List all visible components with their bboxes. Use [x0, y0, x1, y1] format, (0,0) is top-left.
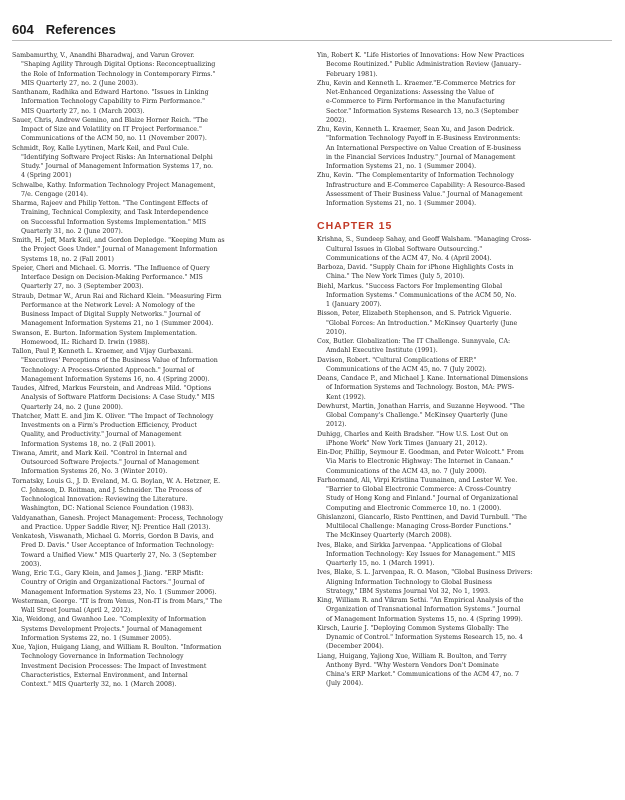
reference-entry: Dewhurst, Martin, Jonathan Harris, and Suzanne Heywood. "The Global Company's Challenge." McKinsey Quarterly (June 2012).	[317, 402, 525, 429]
reference-entry: Sauer, Chris, Andrew Gemino, and Blaize Horner Reich. "The Impact of Size and Volatility on IT Project Performance." Communications of the ACM 50, no. 11 (November 2007).	[12, 116, 208, 143]
reference-entry: Wang, Eric T.G., Gary Klein, and James J. Jiang. "ERP Misfit: Country of Origin and Organizational Factors." Journal of Management Information Systems 23, No. 1 (Summer 2006).	[12, 570, 217, 596]
reference-entry: King, William R. and Vikram Sethi. "An Empirical Analysis of the Organization of Transnational Information Systems." Journal of Management Information Systems 15, no. 4 (Spring 1999).	[317, 597, 524, 623]
reference-entry: Zhu, Kevin. "The Complementarity of Information Technology Infrastructure and E-Commerce Capability: A Resource-Based Assessment of Their Business Value." Journal of Management Information Systems 21, no. 1 (Summer 2004).	[317, 172, 526, 207]
reference-entry: Barboza, David. "Supply Chain for iPhone Highlights Costs in China." The New York Times (July 5, 2010).	[317, 264, 514, 281]
reference-entry: Straub, Detmar W., Arun Rai and Richard Klein. "Measuring Firm Performance at the Network Level: A Nomology of the Business Impact of Digital Supply Networks." Journal of Management Information Systems 21, no 1 (Summer 2004).	[12, 292, 222, 328]
reference-entry: Swanson, E. Burton. Information System Implementation. Homewood, IL: Richard D. Irwin (1988).	[12, 329, 198, 346]
reference-entry: Biehl, Markus. "Success Factors For Implementing Global Information Systems." Communications of the ACM 50, No. 1 (January 2007).	[317, 282, 517, 308]
reference-entry: Thatcher, Matt E. and Jim K. Oliver. "The Impact of Technology Investments on a Firm's Production Efficiency, Product Quality, and Productivity." Journal of Management Information Systems 18, no. 2 (Fall 2001).	[12, 412, 214, 448]
reference-entry: Kirsch, Laurie J. "Deploying Common Systems Globally: The Dynamic of Control." Information Systems Research 15, no. 4 (December 2004).	[317, 624, 523, 651]
reference-entry: Tallon, Paul P, Kenneth L. Kraemer, and Vijay Gurbaxani. "Executives' Perceptions of the Business Value of Information Technology: A Process-Oriented Approach." Journal of Management Information Systems 16, no. 4 (Spring 2000).	[12, 348, 218, 383]
left-column	[12, 51, 308, 689]
reference-entry: Taudes, Alfred, Markus Feurstein, and Andreas Mild. "Options Analysis of Software Platform Decisions: A Case Study." MIS Quarterly 24, no. 2 (June 2000).	[12, 385, 215, 411]
reference-entry: Ein-Dor, Phillip, Seymour E. Goodman, and Peter Wolcott." From Via Maris to Electronic Highway: The Internet in Canaan." Communications of the ACM 43, no. 7 (July 2000).	[317, 449, 524, 475]
running-head: References	[45, 22, 116, 37]
reference-entry: Tiwana, Amrit, and Mark Keil. "Control in Internal and Outsourced Software Projects." Journal of Management Information Systems 26, No. 3 (Winter 2010).	[12, 449, 200, 476]
reference-entry: Tornatsky, Louis G., J. D. Eveland, M. G. Boylan, W. A. Hetzner, E. C. Johnson, D. Roitman, and J. Schneider. The Process of Technological Innovation: Reviewing the Literature. Washington, DC: National Science Foundation (1983).	[12, 477, 221, 513]
reference-entry: Deans, Candace P., and Michael J. Kane. International Dimensions of Information Systems and Technology. Boston, MA: PWS- Kent (1992).	[317, 375, 529, 401]
reference-entry: Ives, Blake, S. L. Jarvenpaa, R. O. Mason, "Global Business Drivers: Aligning Information Technology to Global Business Strategy," IBM Systems Journal Vol 32, No 1, 1993.	[317, 569, 533, 595]
reference-entry: Zhu, Kevin, Kenneth L. Kraemer, Sean Xu, and Jason Dedrick. "Information Technology Payoff in E-Business Environments: An International Perspective on Value Creation of E-business in the Financial Services Industry." Journal of Management Information Systems 21, no. 1 (Summer 2004).	[317, 126, 522, 170]
reference-entry: Duhigg, Charles and Keith Bradsher. "How U.S. Lost Out on iPhone Work" New York Times (January 21, 2012).	[317, 430, 509, 447]
reference-entry: Sambamurthy, V., Anandhi Bharadwaj, and Varun Grover. "Shaping Agility Through Digital Options: Reconceptualizing the Role of Information Technology in Contemporary Firms." MIS Quarterly 27, no. 2 (June 2003).	[12, 52, 216, 87]
reference-entry: Zhu, Kevin and Kenneth L. Kraemer."E-Commerce Metrics for Net-Enhanced Organizations: Assessing the Value of e-Commerce to Firm Performance in the Manufacturing Sector." Information Systems Research 13, no.3 (September 2002).	[317, 79, 519, 124]
reference-entry: Schwalbe, Kathy. Information Technology Project Management, 7/e. Cengage (2014).	[12, 181, 216, 198]
reference-entry: Liang, Huigang, Yajiong Xue, William R. Boulton, and Terry Anthony Byrd. "Why Western Vendors Don't Dominate China's ERP Market." Communications of the ACM 47, no. 7 (July 2004).	[317, 652, 520, 688]
reference-entry: Davison, Robert. "Cultural Complications of ERP." Communications of the ACM 45, no. 7 (July 2002).	[317, 356, 487, 373]
reference-entry: Ives, Blake, and Sirkka Jarvenpaa. "Applications of Global Information Technology: Key Issues for Management." MIS Quarterly 15, no. 1 (March 1991).	[317, 541, 516, 567]
reference-entry: Venkatesh, Viswanath, Michael G. Morris, Gordon B Davis, and Fred D. Davis." User Acceptance of Information Technology: Toward a Unified View." MIS Quarterly 27, No. 3 (September 2003).	[12, 533, 217, 568]
reference-entry: Speier, Cheri and Michael. G. Morris. "The Influence of Query Interface Design on Decision-Making Performance." MIS Quarterly 27, no. 3 (September 2003).	[12, 264, 210, 291]
reference-entry: Sharma, Rajeev and Philip Yetton. "The Contingent Effects of Training, Technical Complexity, and Task Interdependence on Successful Information Systems Implementation." MIS Quarterly 31, no. 2 (June 2007).	[12, 200, 209, 235]
reference-entry: Krishna, S., Sundeep Sahay, and Geoff Walsham. "Managing Cross- Cultural Issues in Global Software Outsourcing." Communications of the ACM 47, No. 4 (April 2004).	[317, 236, 532, 262]
reference-entry: Santhanam, Radhika and Edward Hartono. "Issues in Linking Information Technology Capability to Firm Performance." MIS Quarterly 27, no. 1 (March 2003).	[12, 89, 209, 115]
chapter-heading: CHAPTER 15	[317, 220, 393, 233]
page-header	[12, 22, 612, 41]
reference-entry: Yin, Robert K. "Life Histories of Innovations: How New Practices Become Routinized." Public Administration Review (January– February 1981).	[317, 52, 525, 78]
reference-entry: Xue, Yajion, Huigang Liang, and William R. Boulton. "Information Technology Governance in Information Technology Investment Decision Processes: The Impact of Investment Characteristics, External Environment, and Internal Context." MIS Quarterly 32, no. 1 (March 2008).	[12, 644, 222, 688]
reference-entry: Ghislanzoni, Giancarlo, Risto Penttinen, and David Turnbull. "The Multilocal Challenge: Managing Cross-Border Functions." The McKinsey Quarterly (March 2008).	[317, 513, 527, 540]
reference-entry: Schmidt, Roy, Kalle Lyytinen, Mark Keil, and Paul Cule. "Identifying Software Project Risks: An International Delphi Study." Journal of Management Information Systems 17, no. 4 (Spring 2001)	[12, 144, 214, 180]
reference-entry: Cox, Butler. Globalization: The IT Challenge. Sunnyvale, CA: Amdahl Executive Institute (1991).	[317, 338, 511, 355]
reference-entry: Farhoomand, Ali, Virpi Kristiina Tuunainen, and Lester W. Yee. "Barrier to Global Electronic Commerce: A Cross-Country Study of Hong Kong and Finland." Journal of Organizational Computing and Electronic Commerce 10, no. 1 (2000).	[317, 476, 519, 512]
reference-entry: Bisson, Peter, Elizabeth Stephenson, and S. Patrick Viguerie. "Global Forces: An Introduction." McKinsey Quarterly (June 2010).	[317, 310, 518, 336]
page-number: 604	[12, 22, 34, 37]
reference-entry: Westerman, George. "IT is from Venus, Non-IT is from Mars," The Wall Street Journal (April 2, 2012).	[12, 597, 223, 614]
reference-entry: Smith, H. Jeff, Mark Keil, and Gordon Depledge. "Keeping Mum as the Project Goes Under." Journal of Management Information Systems 18, no. 2 (Fall 2001)	[12, 237, 225, 263]
reference-entry: Valdyanathan, Ganesh. Project Management: Process, Technology and Practice. Upper Saddle River, NJ: Prentice Hall (2013).	[12, 514, 224, 531]
reference-entry: Xia, Weidong, and Gwanhoo Lee. "Complexity of Information Systems Development Projects." Journal of Management Information Systems 22, no. 1 (Summer 2005).	[12, 616, 207, 642]
right-column	[317, 51, 613, 689]
